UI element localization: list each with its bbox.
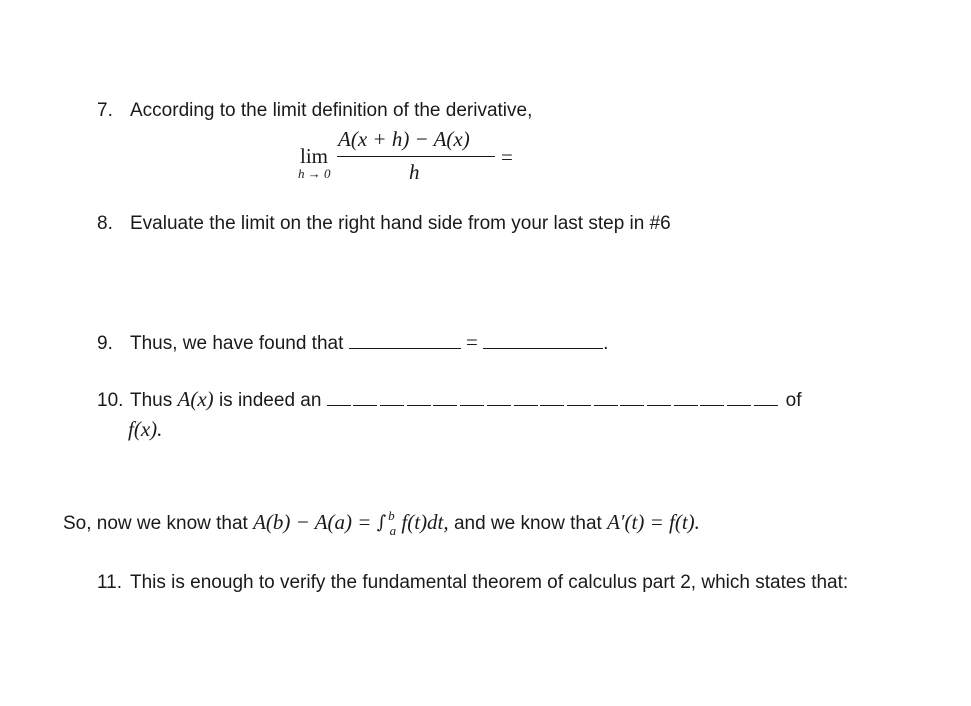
- integral-lower-limit: a: [389, 523, 397, 538]
- equals-sign: =: [465, 330, 478, 354]
- blank-segment: [540, 386, 564, 406]
- summary-statement: [63, 508, 700, 538]
- blank-segment: [567, 386, 591, 406]
- equals-sign: =: [501, 145, 513, 169]
- limit-operator: lim: [300, 144, 329, 168]
- fraction-bar: [337, 156, 495, 157]
- question-7: [97, 100, 532, 122]
- blank-segment: [353, 386, 377, 406]
- blank-segment: [407, 386, 431, 406]
- question-number: 8.: [97, 213, 113, 234]
- question-8: [97, 213, 671, 235]
- blank-segment: [487, 386, 511, 406]
- blank-segment: [674, 386, 698, 406]
- blank-segment: [327, 386, 351, 406]
- question-number: 7.: [97, 100, 113, 121]
- statement-text-cont: and we know that: [453, 513, 602, 534]
- blank-segment: [514, 386, 538, 406]
- question-number: 9.: [97, 333, 113, 354]
- math-area-difference: A(b) − A(a) =: [253, 510, 372, 534]
- limit-subscript: h → 0: [298, 166, 331, 181]
- question-text: Evaluate the limit on the right hand side from your last step in #6: [130, 213, 671, 234]
- integrand: f(t)dt,: [401, 510, 449, 534]
- answer-blank-right[interactable]: [483, 329, 603, 349]
- math-f-of-x: f(x).: [128, 417, 163, 441]
- answer-blank-left[interactable]: [349, 329, 461, 349]
- blank-segment: [754, 386, 778, 406]
- blank-segment: [700, 386, 724, 406]
- statement-text: So, now we know that: [63, 513, 248, 534]
- question-number: 10.: [97, 390, 124, 411]
- period: .: [603, 333, 609, 354]
- integral-upper-limit: b: [388, 508, 395, 523]
- math-a-of-x: A(x): [177, 387, 214, 411]
- blank-segment: [380, 386, 404, 406]
- answer-blank-long[interactable]: [327, 390, 781, 411]
- fraction-numerator: A(x + h) − A(x): [338, 127, 470, 151]
- blank-segment: [594, 386, 618, 406]
- math-derivative: A′(t) = f(t).: [607, 510, 700, 534]
- question-text: This is enough to verify the fundamental theorem of calculus part 2, which states that:: [130, 572, 849, 593]
- question-text: Thus, we have found that: [130, 333, 344, 354]
- fraction-denominator: h: [409, 160, 420, 184]
- blank-segment: [647, 386, 671, 406]
- blank-segment: [727, 386, 751, 406]
- integral-sign-icon: ∫: [376, 512, 387, 533]
- question-text-of: of: [785, 390, 802, 411]
- question-number: 11.: [97, 572, 123, 593]
- question-10: [97, 386, 802, 412]
- blank-segment: [620, 386, 644, 406]
- blank-segment: [460, 386, 484, 406]
- question-text: Thus: [130, 390, 173, 411]
- question-11: [97, 572, 848, 594]
- question-9: [97, 329, 608, 355]
- blank-segment: [433, 386, 457, 406]
- question-text: According to the limit definition of the derivative,: [130, 100, 533, 121]
- question-text-cont: is indeed an: [218, 390, 322, 411]
